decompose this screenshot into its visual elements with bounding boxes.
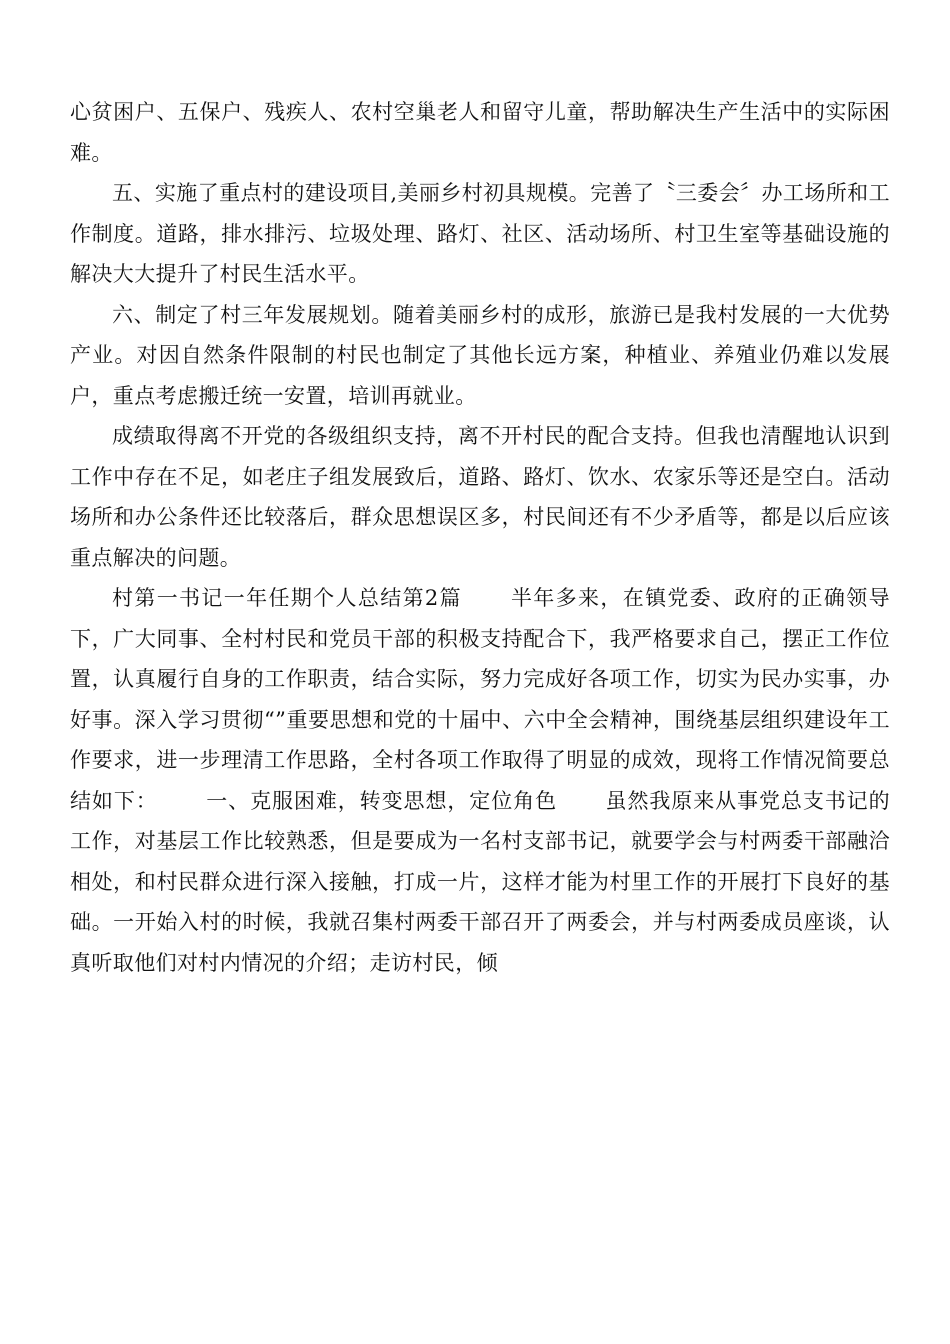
paragraph-item-six: 六、制定了村三年发展规划。随着美丽乡村的成形，旅游已是我村发展的一大优势产业。对因自然条件限制的村民也制定了其他长远方案，种植业、养殖业仍难以发展户，重点考虑搬迁统一安置，培训再就业。: [70, 302, 890, 408]
paragraph-article-two: [70, 578, 890, 983]
document-body: [70, 92, 890, 983]
section-body: 虽然我原来从事党总支书记的工作，对基层工作比较熟悉，但是要成为一名村支部书记，就要学会与村两委干部融洽相处，和村民群众进行深入接触，打成一片，这样才能为村里工作的开展打下良好的基础。一开始入村的时候，我就召集村两委干部召开了两委会，并与村两委成员座谈，认真听取他们对村内情况的介绍；走访村民，倾: [70, 788, 890, 975]
paragraph-item-five: 五、实施了重点村的建设项目,美丽乡村初具规模。完善了〝三委会〞办工场所和工作制度。道路，排水排污、垃圾处理、路灯、社区、活动场所、村卫生室等基础设施的解决大大提升了村民生活水平。: [70, 181, 890, 286]
paragraph-summary: 成绩取得离不开党的各级组织支持，离不开村民的配合支持。但我也清醒地认识到工作中存在不足，如老庄子组发展致后，道路、路灯、饮水、农家乐等还是空白。活动场所和办公条件还比较落后，群众思想误区多，村民间还有不少矛盾等，都是以后应该重点解决的问题。: [70, 424, 890, 570]
section-heading: 一、克服困难，转变思想，定位角色: [205, 788, 557, 813]
article-intro: 半年多来，在镇党委、政府的正确领导下，广大同事、全村村民和党员干部的积极支持配合下，我严格要求自己，摆正工作位置，认真履行自身的工作职责，结合实际，努力完成好各项工作，切实为民办实事，办好事。深入学习贯彻“”重要思想和党的十届中、六中全会精神，围绕基层组织建设年工作要求，进一步理清工作思路，全村各项工作取得了明显的成效，现将工作情况简要总结如下：: [70, 586, 890, 813]
article-title: 村第一书记一年任期个人总结第2篇: [112, 586, 462, 610]
paragraph-continuation: 心贫困户、五保户、残疾人、农村空巢老人和留守儿童，帮助解决生产生活中的实际困难。: [70, 100, 890, 165]
